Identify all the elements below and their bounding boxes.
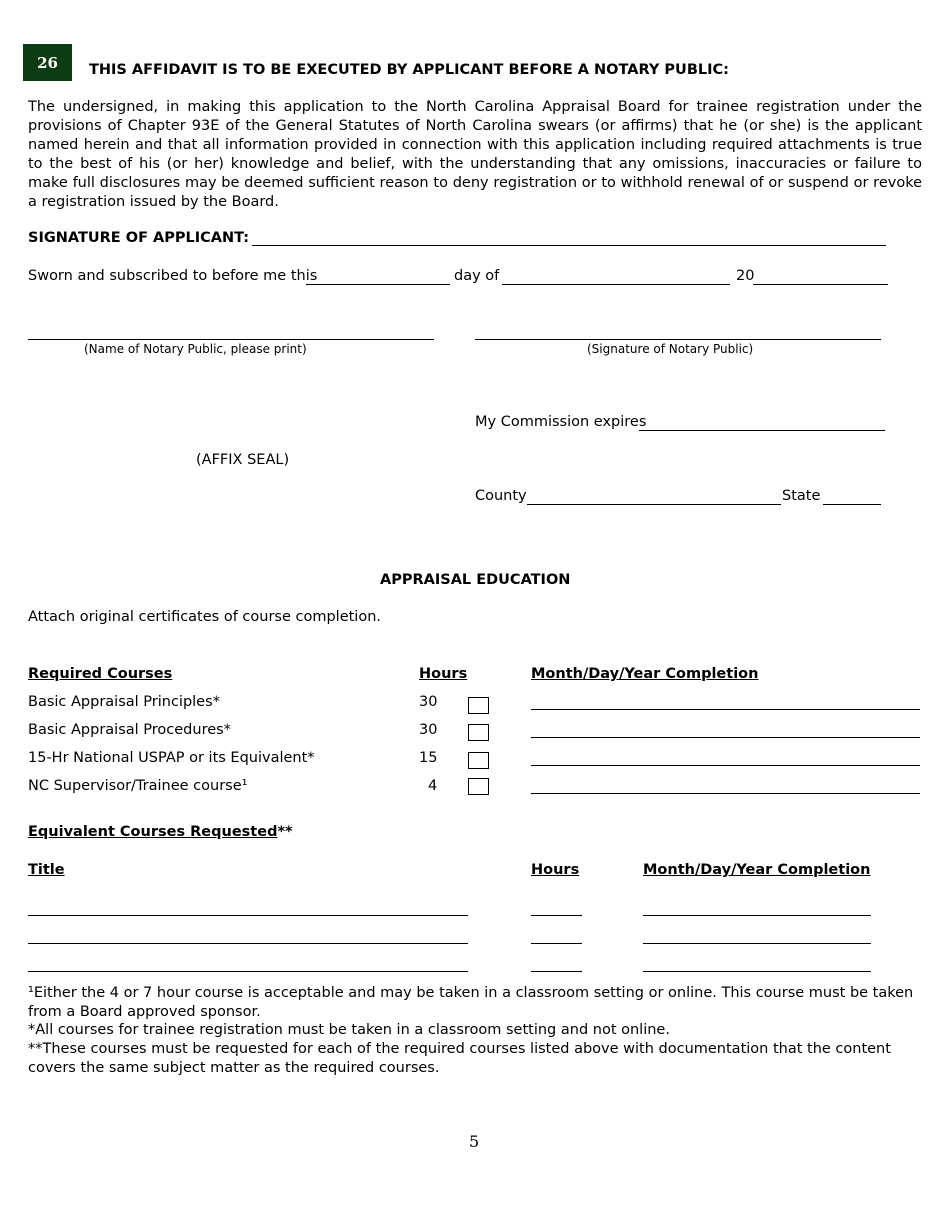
- course-checkbox[interactable]: [468, 724, 489, 741]
- equivalent-completion-header: Month/Day/Year Completion: [643, 862, 871, 878]
- equivalent-completion-field[interactable]: [643, 943, 871, 944]
- required-courses-header: Required Courses: [28, 666, 173, 682]
- footnote-equivalent: **These courses must be requested for each of the required courses listed above with documentation that the content covers the same subject matter as the required courses.: [28, 1041, 891, 1076]
- equivalent-title-field[interactable]: [28, 971, 468, 972]
- footnote-one: ¹Either the 4 or 7 hour course is acceptable and may be taken in a classroom setting or online. This course must be taken from a Board approved sponsor.: [28, 985, 914, 1020]
- course-completion-field[interactable]: [531, 737, 920, 738]
- equivalent-title-field[interactable]: [28, 943, 468, 944]
- state-label: State: [782, 488, 821, 504]
- footnote-classroom: *All courses for trainee registration must be taken in a classroom setting and not online.: [28, 1022, 670, 1038]
- page-number: 5: [469, 1132, 480, 1151]
- course-name: NC Supervisor/Trainee course¹: [28, 778, 248, 794]
- signature-of-applicant-label: SIGNATURE OF APPLICANT:: [28, 230, 250, 246]
- course-completion-field[interactable]: [531, 709, 920, 710]
- equivalent-hours-field[interactable]: [531, 915, 582, 916]
- course-checkbox[interactable]: [468, 752, 489, 769]
- county-field[interactable]: [527, 504, 781, 505]
- equivalent-courses-heading: [28, 824, 293, 840]
- course-completion-field[interactable]: [531, 765, 920, 766]
- equivalent-completion-field[interactable]: [643, 971, 871, 972]
- affix-seal-label: (AFFIX SEAL): [196, 452, 290, 468]
- applicant-signature-field[interactable]: [252, 245, 886, 246]
- equivalent-hours-field[interactable]: [531, 971, 582, 972]
- course-hours: 15: [419, 750, 438, 766]
- equivalent-completion-field[interactable]: [643, 915, 871, 916]
- equivalent-hours-header: Hours: [531, 862, 580, 878]
- equivalent-courses-heading-text: Equivalent Courses Requested: [28, 824, 278, 840]
- course-name: 15-Hr National USPAP or its Equivalent*: [28, 750, 315, 766]
- affidavit-paragraph: The undersigned, in making this application to the North Carolina Appraisal Board for trainee registration under the provisions of Chapter 93E of the General Statutes of North Carolina swears (or affirms) that he (or she) is the applicant named herein and that all information provided in connection with this application including required attachments is true to the best of his (or her) knowledge and belief, with the understanding that any omissions, inaccuracies or failure to make full disclosures may be deemed sufficient reason to deny registration or to withhold renewal of or suspend or revoke a registration issued by the Board.: [28, 99, 922, 210]
- appraisal-education-heading: APPRAISAL EDUCATION: [380, 572, 571, 588]
- notary-name-caption: (Name of Notary Public, please print): [84, 342, 307, 356]
- course-hours: 4: [428, 778, 438, 794]
- notary-signature-field[interactable]: [475, 339, 881, 340]
- commission-expires-field[interactable]: [639, 430, 885, 431]
- notary-name-field[interactable]: [28, 339, 434, 340]
- county-label: County: [475, 488, 527, 504]
- course-completion-field[interactable]: [531, 793, 920, 794]
- course-hours: 30: [419, 722, 438, 738]
- course-checkbox[interactable]: [468, 697, 489, 714]
- sworn-label: Sworn and subscribed to before me this: [28, 268, 318, 284]
- day-of-label: day of: [454, 268, 500, 284]
- sworn-month-field[interactable]: [502, 284, 730, 285]
- course-name: Basic Appraisal Procedures*: [28, 722, 231, 738]
- hours-header: Hours: [419, 666, 468, 682]
- notary-signature-caption: (Signature of Notary Public): [587, 342, 754, 356]
- sworn-day-field[interactable]: [306, 284, 450, 285]
- completion-date-header: Month/Day/Year Completion: [531, 666, 759, 682]
- equivalent-hours-field[interactable]: [531, 943, 582, 944]
- section-number-badge: 26: [23, 44, 72, 81]
- commission-expires-label: My Commission expires: [475, 414, 647, 430]
- course-name: Basic Appraisal Principles*: [28, 694, 220, 710]
- course-checkbox[interactable]: [468, 778, 489, 795]
- attach-certificates-instruction: Attach original certificates of course completion.: [28, 609, 381, 625]
- equivalent-courses-marker: **: [277, 824, 293, 840]
- sworn-year-field[interactable]: [753, 284, 888, 285]
- title-header: Title: [28, 862, 65, 878]
- state-field[interactable]: [823, 504, 881, 505]
- year-prefix-label: 20: [736, 268, 755, 284]
- affidavit-heading: THIS AFFIDAVIT IS TO BE EXECUTED BY APPLICANT BEFORE A NOTARY PUBLIC:: [89, 62, 729, 78]
- equivalent-title-field[interactable]: [28, 915, 468, 916]
- course-hours: 30: [419, 694, 438, 710]
